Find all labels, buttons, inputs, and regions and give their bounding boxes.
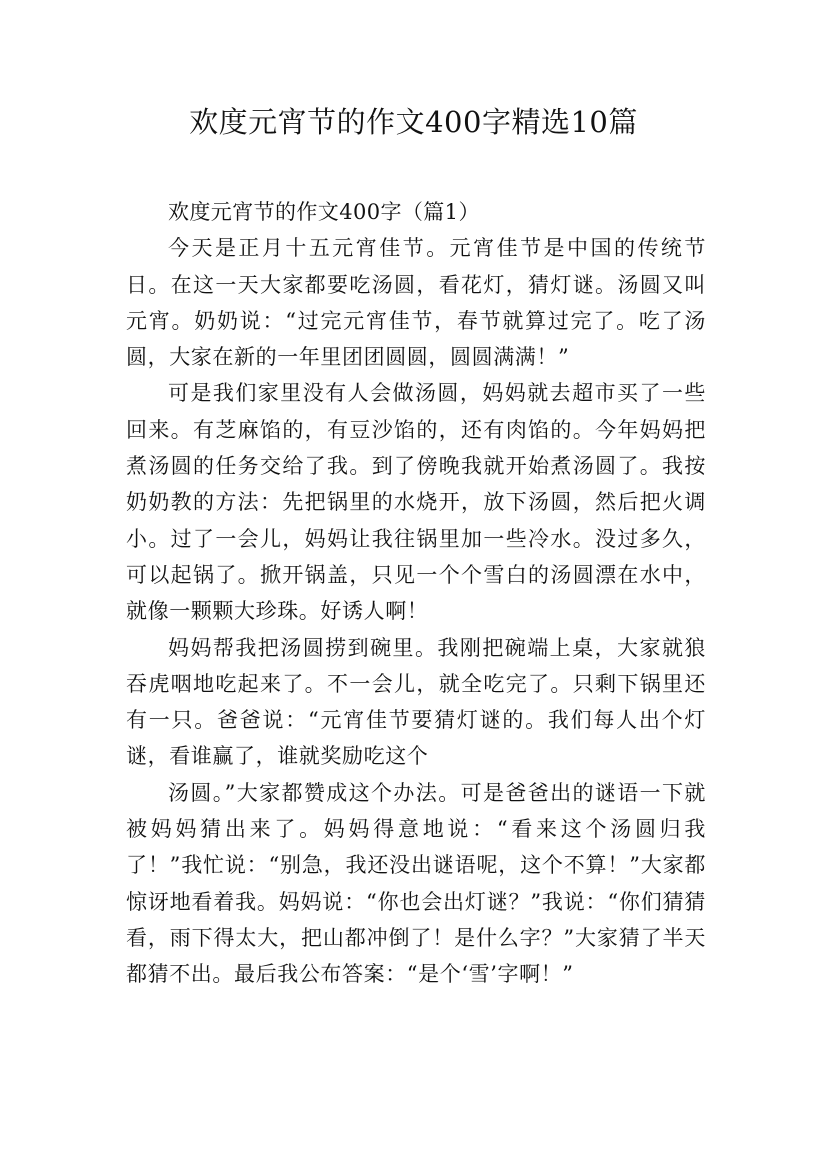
paragraph: 可是我们家里没有人会做汤圆，妈妈就去超市买了一些回来。有芝麻馅的，有豆沙馅的，还有肉馅的。今年妈妈把煮汤圆的任务交给了我。到了傍晚我就开始煮汤圆了。我按奶奶教的方法：先把锅里的水烧开，放下汤圆，然后把火调小。过了一会儿，妈妈让我往锅里加一些冷水。没过多久，可以起锅了。掀开锅盖，只见一个个雪白的汤圆漂在水中，就像一颗颗大珍珠。好诱人啊！ — [126, 381, 706, 624]
paragraph: 妈妈帮我把汤圆捞到碗里。我刚把碗端上桌，大家就狼吞虎咽地吃起来了。不一会儿，就全吃完了。只剩下锅里还有一只。爸爸说：“元宵佳节要猜灯谜的。我们每人出个灯谜，看谁赢了，谁就奖励吃这个 — [126, 635, 706, 769]
document-title: 欢度元宵节的作文400字精选10篇 — [189, 105, 638, 139]
paragraph: 今天是正月十五元宵佳节。元宵佳节是中国的传统节日。在这一天大家都要吃汤圆，看花灯，猜灯谜。汤圆又叫元宵。奶奶说：“过完元宵佳节，春节就算过完了。吃了汤圆，大家在新的一年里团团圆圆，圆圆满满！” — [126, 236, 706, 370]
document-body — [126, 194, 706, 993]
section-heading: 欢度元宵节的作文400字（篇1） — [168, 200, 480, 224]
paragraph: 汤圆。”大家都赞成这个办法。可是爸爸出的谜语一下就被妈妈猜出来了。妈妈得意地说：“看来这个汤圆归我了！”我忙说：“别急，我还没出谜语呢，这个不算！”大家都惊讶地看着我。妈妈说：“你也会出灯谜？”我说：“你们猜猜看，雨下得太大，把山都冲倒了！是什么字？”大家猜了半天都猜不出。最后我公布答案：“是个‘雪’字啊！” — [126, 780, 706, 987]
